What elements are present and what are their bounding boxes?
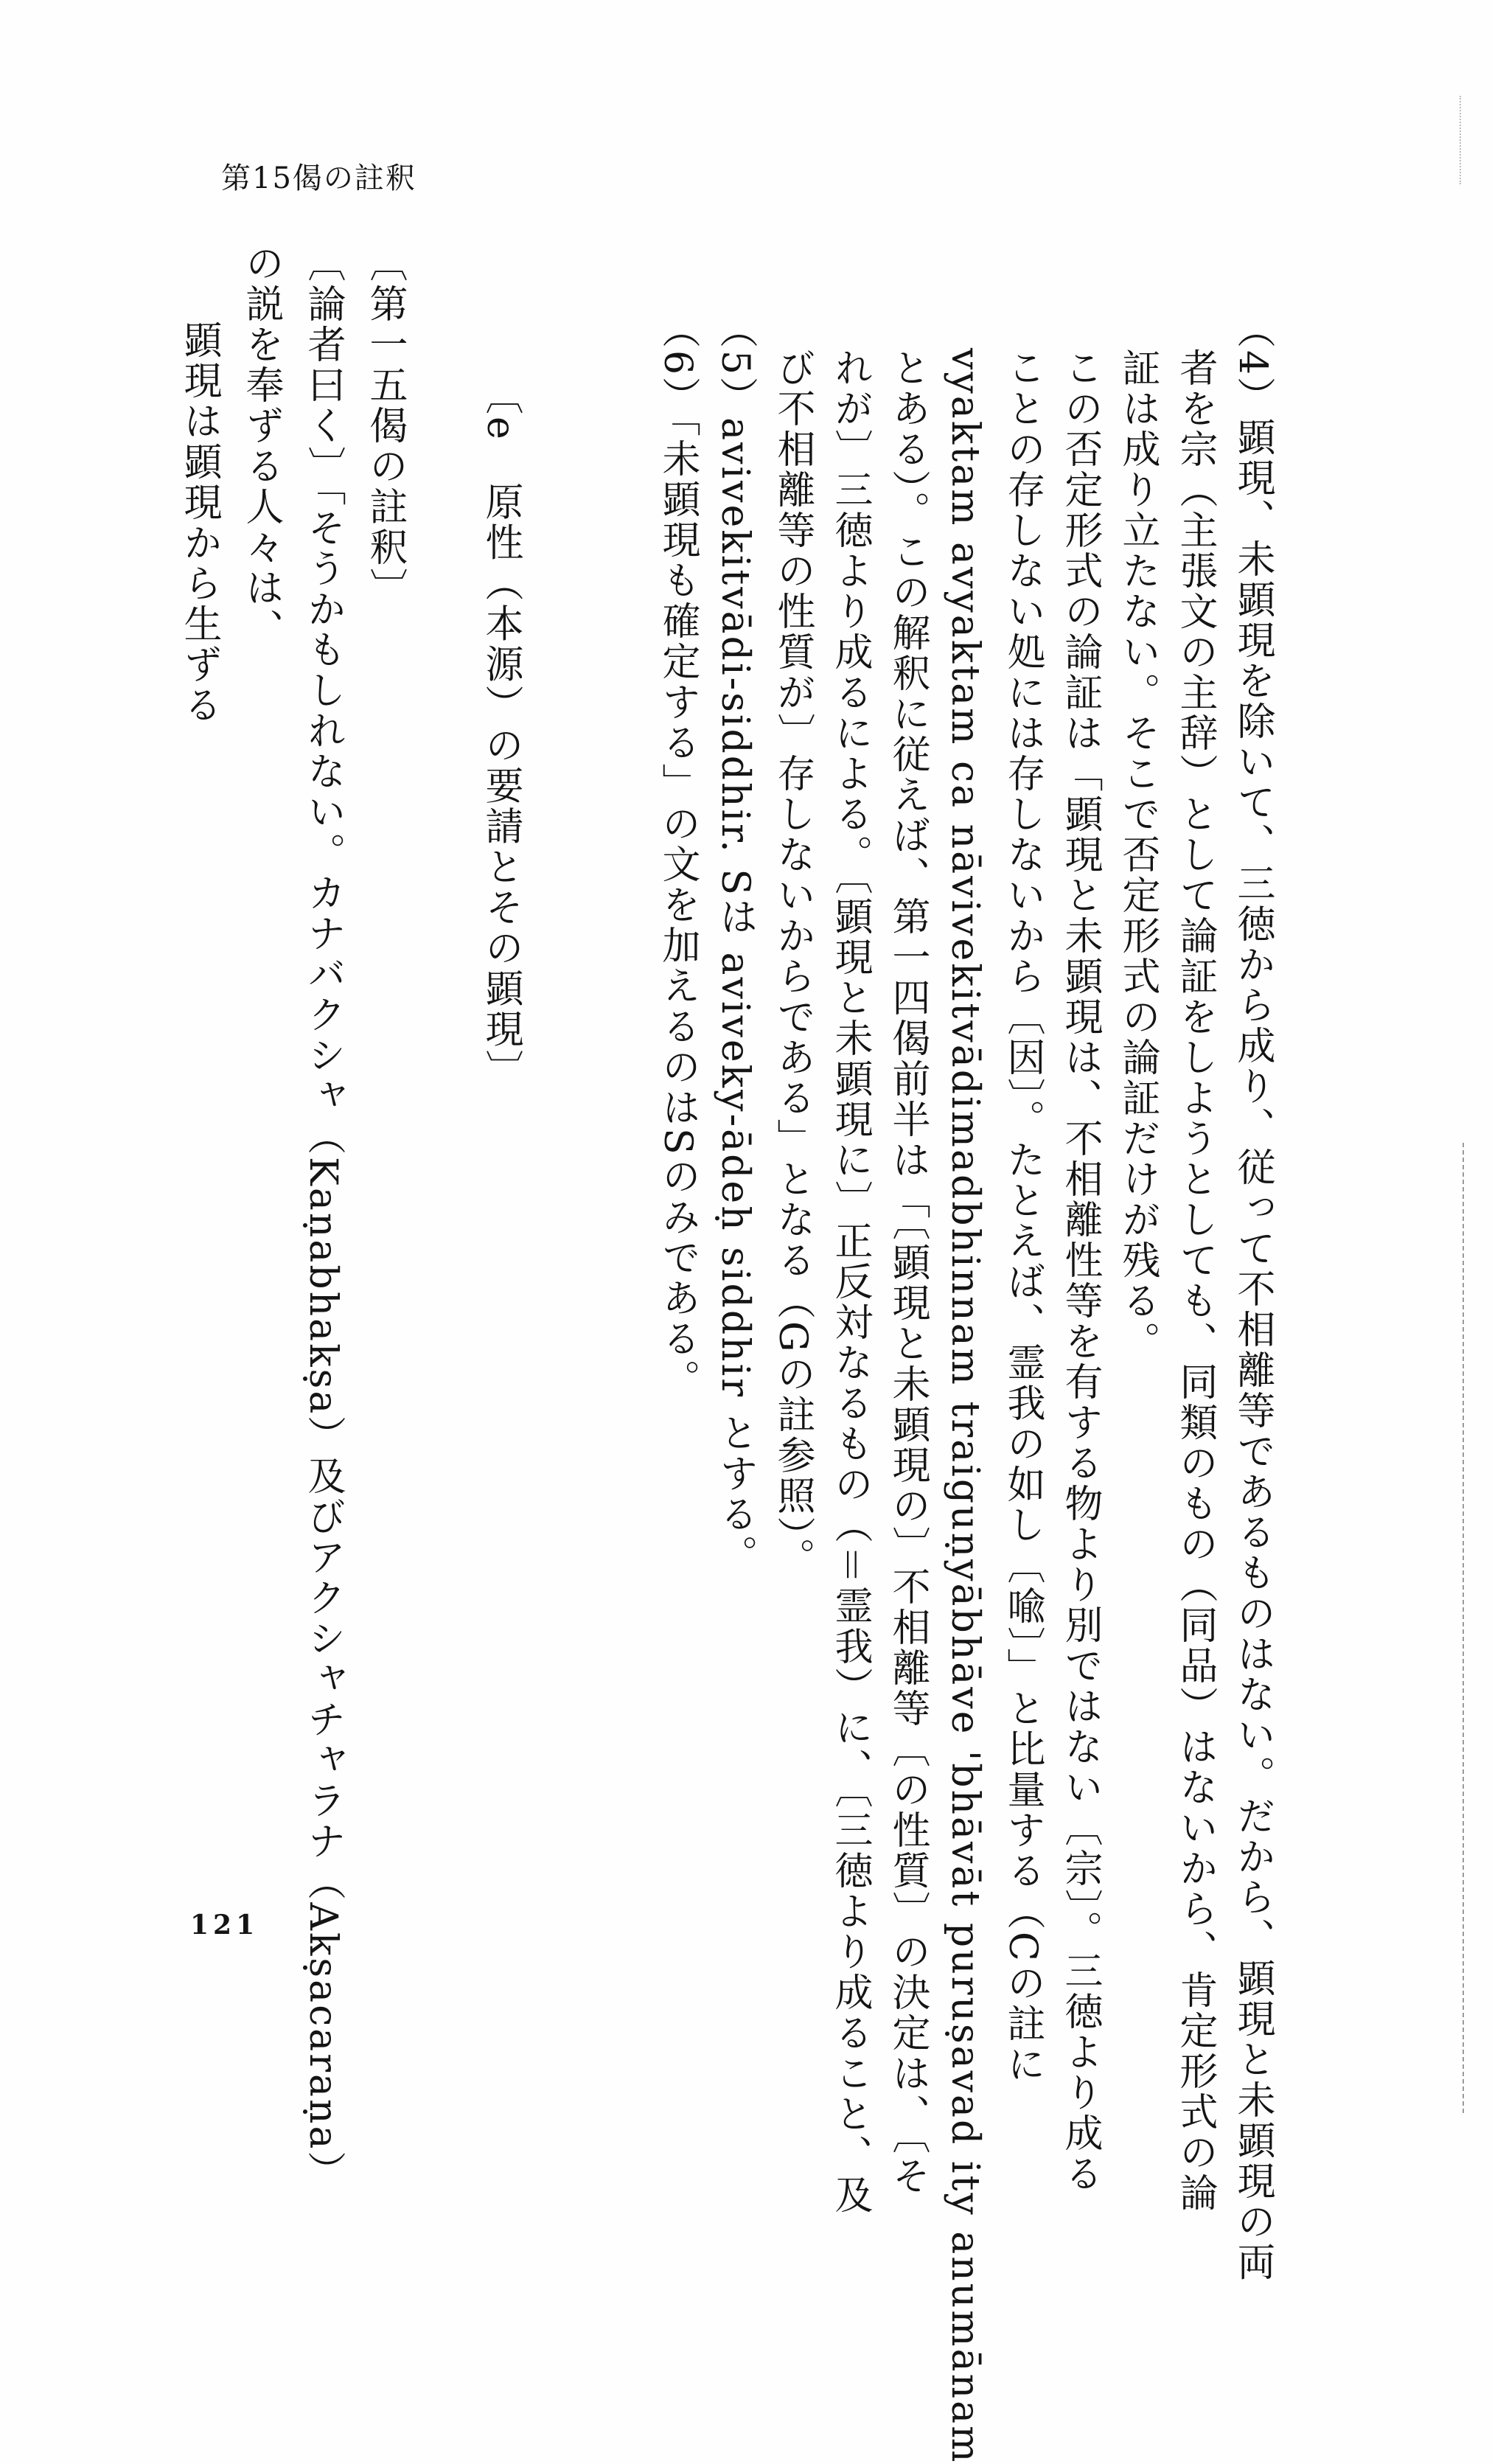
note-4-line-1: （4）顕現、未顕現を除いて、三徳から成り、従って不相離等であるものはない。だから、顕現と未顕現の両 [1230, 310, 1275, 2283]
note-4-line-9: び不相離等の性質が〕存しないからである」となる（Gの註参照）。 [770, 348, 815, 1579]
main-line-3: 顕現は顕現から生ずる [177, 320, 221, 725]
margin-rule [1463, 1143, 1464, 2113]
page-number: 121 [190, 1910, 259, 1941]
note-4-line-3: 証は成り立たない。そこで否定形式の論証だけが残る。 [1115, 348, 1160, 1362]
note-4-line-5: ことの存しない処には存しないから〔因〕。たとえば、霊我の如し〔喩〕」と比量する（Cの註に [1000, 348, 1045, 2085]
verse-heading: 〔第一五偈の註釈〕 [363, 243, 407, 608]
main-line-1: 〔論者曰く〕「そうかもしれない。カナバクシャ（Kaṇabhakṣa）及びアクシャチャラナ（Akṣacaraṇa） [301, 243, 345, 2192]
section-heading: 〔e 原性（本源）の要請とその顕現〕 [478, 376, 523, 1090]
note-4-line-4: この否定形式の論証は「顕現と未顕現は、不相離性等を有する物より別ではない〔宗〕。三徳より成る [1058, 348, 1102, 2194]
margin-rule-top [1460, 96, 1461, 184]
notes-block [649, 310, 1281, 2464]
note-4-line-8: れが〕三徳より成るによる。〔顕現と未顕現に〕正反対なるもの（＝霊我）に、〔三徳より成ること、及 [828, 348, 872, 2216]
note-4-line-7: とある）。この解釈に従えば、第一四偈前半は「〔顕現と未顕現の〕不相離等〔の性質〕の決定は、〔そ [885, 348, 930, 2196]
main-line-2: の説を奉ずる人々は、 [239, 243, 283, 649]
running-head: 第15偈の註釈 [221, 161, 416, 195]
note-4-line-2: 者を宗（主張文の主辞）として論証をしようとしても、同類のもの（同品）はないから、肯定形式の論 [1173, 348, 1217, 2213]
note-6-line-1: （6）「未顕現も確定する」の文を加えるのはSのみである。 [655, 310, 700, 1400]
note-4-line-6: vyaktam avyaktam ca nāvivekitvādimadbhinnam traiguṇyābhāve 'bhāvāt puruṣavad ity anumānam [943, 348, 987, 2464]
note-5-line-1: （5）avivekitvādi-siddhir. Sは aviveky-ādeḥ siddhir とする。 [713, 310, 757, 1576]
main-text-block [168, 243, 416, 2192]
